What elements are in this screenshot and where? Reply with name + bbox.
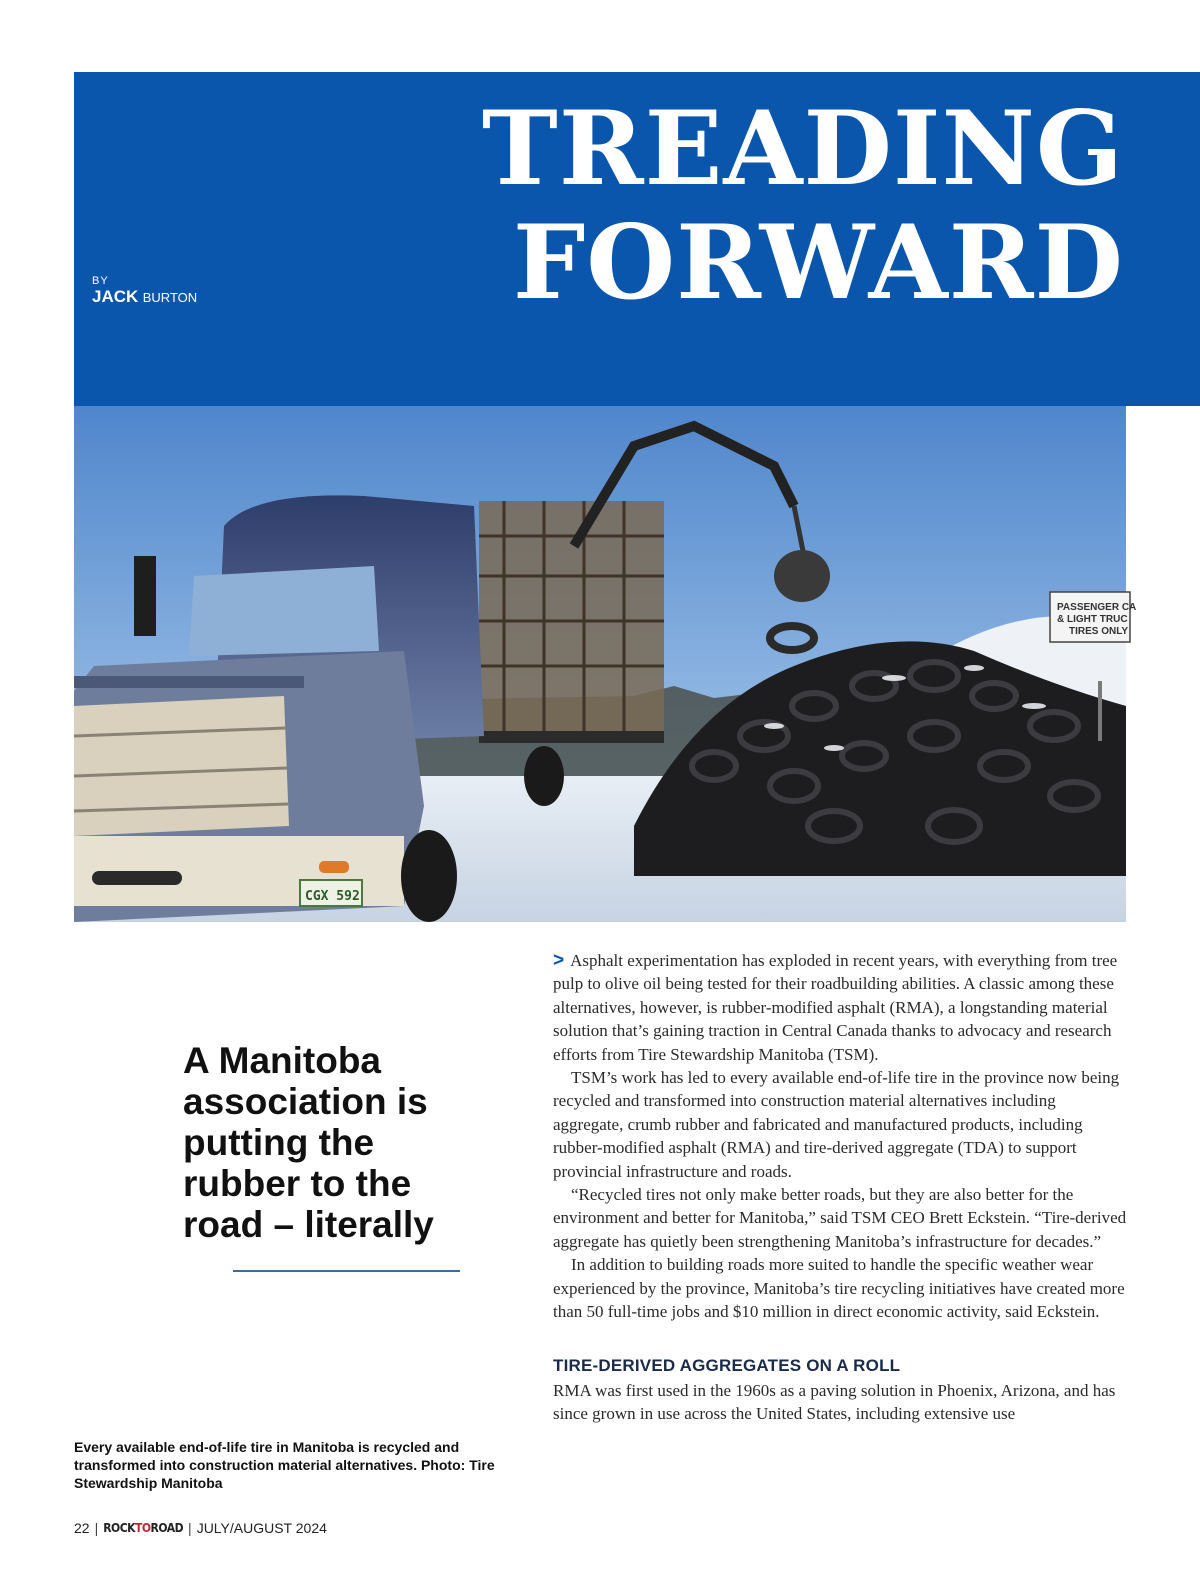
sign-line-1: PASSENGER CA bbox=[1057, 602, 1137, 613]
section-subhead: TIRE-DERIVED AGGREGATES ON A ROLL bbox=[553, 1355, 901, 1375]
page-number: 22 bbox=[74, 1520, 90, 1536]
sign-line-3: TIRES ONLY bbox=[1069, 626, 1129, 637]
hero-photo bbox=[74, 406, 1137, 922]
logo-rock: ROCK bbox=[103, 1521, 135, 1535]
sign-line-2: & LIGHT TRUC bbox=[1057, 614, 1128, 625]
paragraph-1 bbox=[553, 949, 1128, 1066]
magazine-logo bbox=[103, 1521, 183, 1535]
photo-caption: Every available end-of-life tire in Manitoba is recycled and transformed into construction material alternatives. Photo: Tire Stewardship Manitoba bbox=[74, 1439, 495, 1491]
article-body bbox=[553, 949, 1128, 1426]
paragraph-5: RMA was first used in the 1960s as a paving solution in Phoenix, Arizona, and has since grown in use across the United States, including extensive use bbox=[553, 1380, 1116, 1424]
paragraph-4: In addition to building roads more suited to handle the specific weather wear experienced by the province, Manitoba’s tire recycling initiatives have created more than 50 full-time jobs and $10 million in direct economic activity, said Eckstein. bbox=[553, 1255, 1125, 1322]
truck-tire-pile-illustration bbox=[74, 406, 1137, 922]
title-line-2: FORWARD bbox=[512, 203, 1124, 323]
paragraph-1-text: Asphalt experimentation has exploded in recent years, with everything from tree pulp to olive oil being tested for their roadbuilding abilities. A classic among these alternatives, however, is rubber-modified asphalt (RMA), a longstanding material solution that’s gaining traction in Central Canada thanks to advocacy and research efforts from Tire Stewardship Manitoba (TSM). bbox=[553, 951, 1118, 1064]
license-plate: CGX 592 bbox=[305, 889, 360, 904]
author-first-name: JACK bbox=[92, 287, 139, 306]
article-deck: A Manitoba association is putting the rubber to the road – literally bbox=[183, 1040, 434, 1245]
logo-to: TO bbox=[135, 1521, 151, 1535]
chevron-icon: > bbox=[553, 950, 565, 971]
logo-road: ROAD bbox=[150, 1521, 184, 1535]
byline bbox=[92, 275, 197, 307]
author-last-name: BURTON bbox=[142, 290, 198, 305]
paragraph-3: “Recycled tires not only make better roads, but they are also better for the environment and better for Manitoba,” said TSM CEO Brett Eckstein. “Tire-derived aggregate has quietly been strengthening Manitoba’s infrastructure for decades.” bbox=[553, 1185, 1127, 1251]
issue-date: JULY/AUGUST 2024 bbox=[196, 1520, 327, 1536]
footer-separator-2: | bbox=[188, 1520, 192, 1536]
paragraph-2: TSM’s work has led to every available end-of-life tire in the province now being recycled and transformed into construction material alternatives including aggregate, crumb rubber and fabricated and manufactured products, including rubber-modified asphalt (RMA) and tire-derived aggregate (TDA) to support provincial infrastructure and roads. bbox=[553, 1068, 1120, 1181]
page-footer bbox=[74, 1520, 327, 1536]
article-title bbox=[481, 89, 1124, 323]
deck-divider bbox=[233, 1270, 460, 1272]
title-line-1: TREADING bbox=[481, 89, 1124, 209]
by-label: BY bbox=[92, 275, 109, 287]
footer-separator: | bbox=[94, 1520, 99, 1536]
